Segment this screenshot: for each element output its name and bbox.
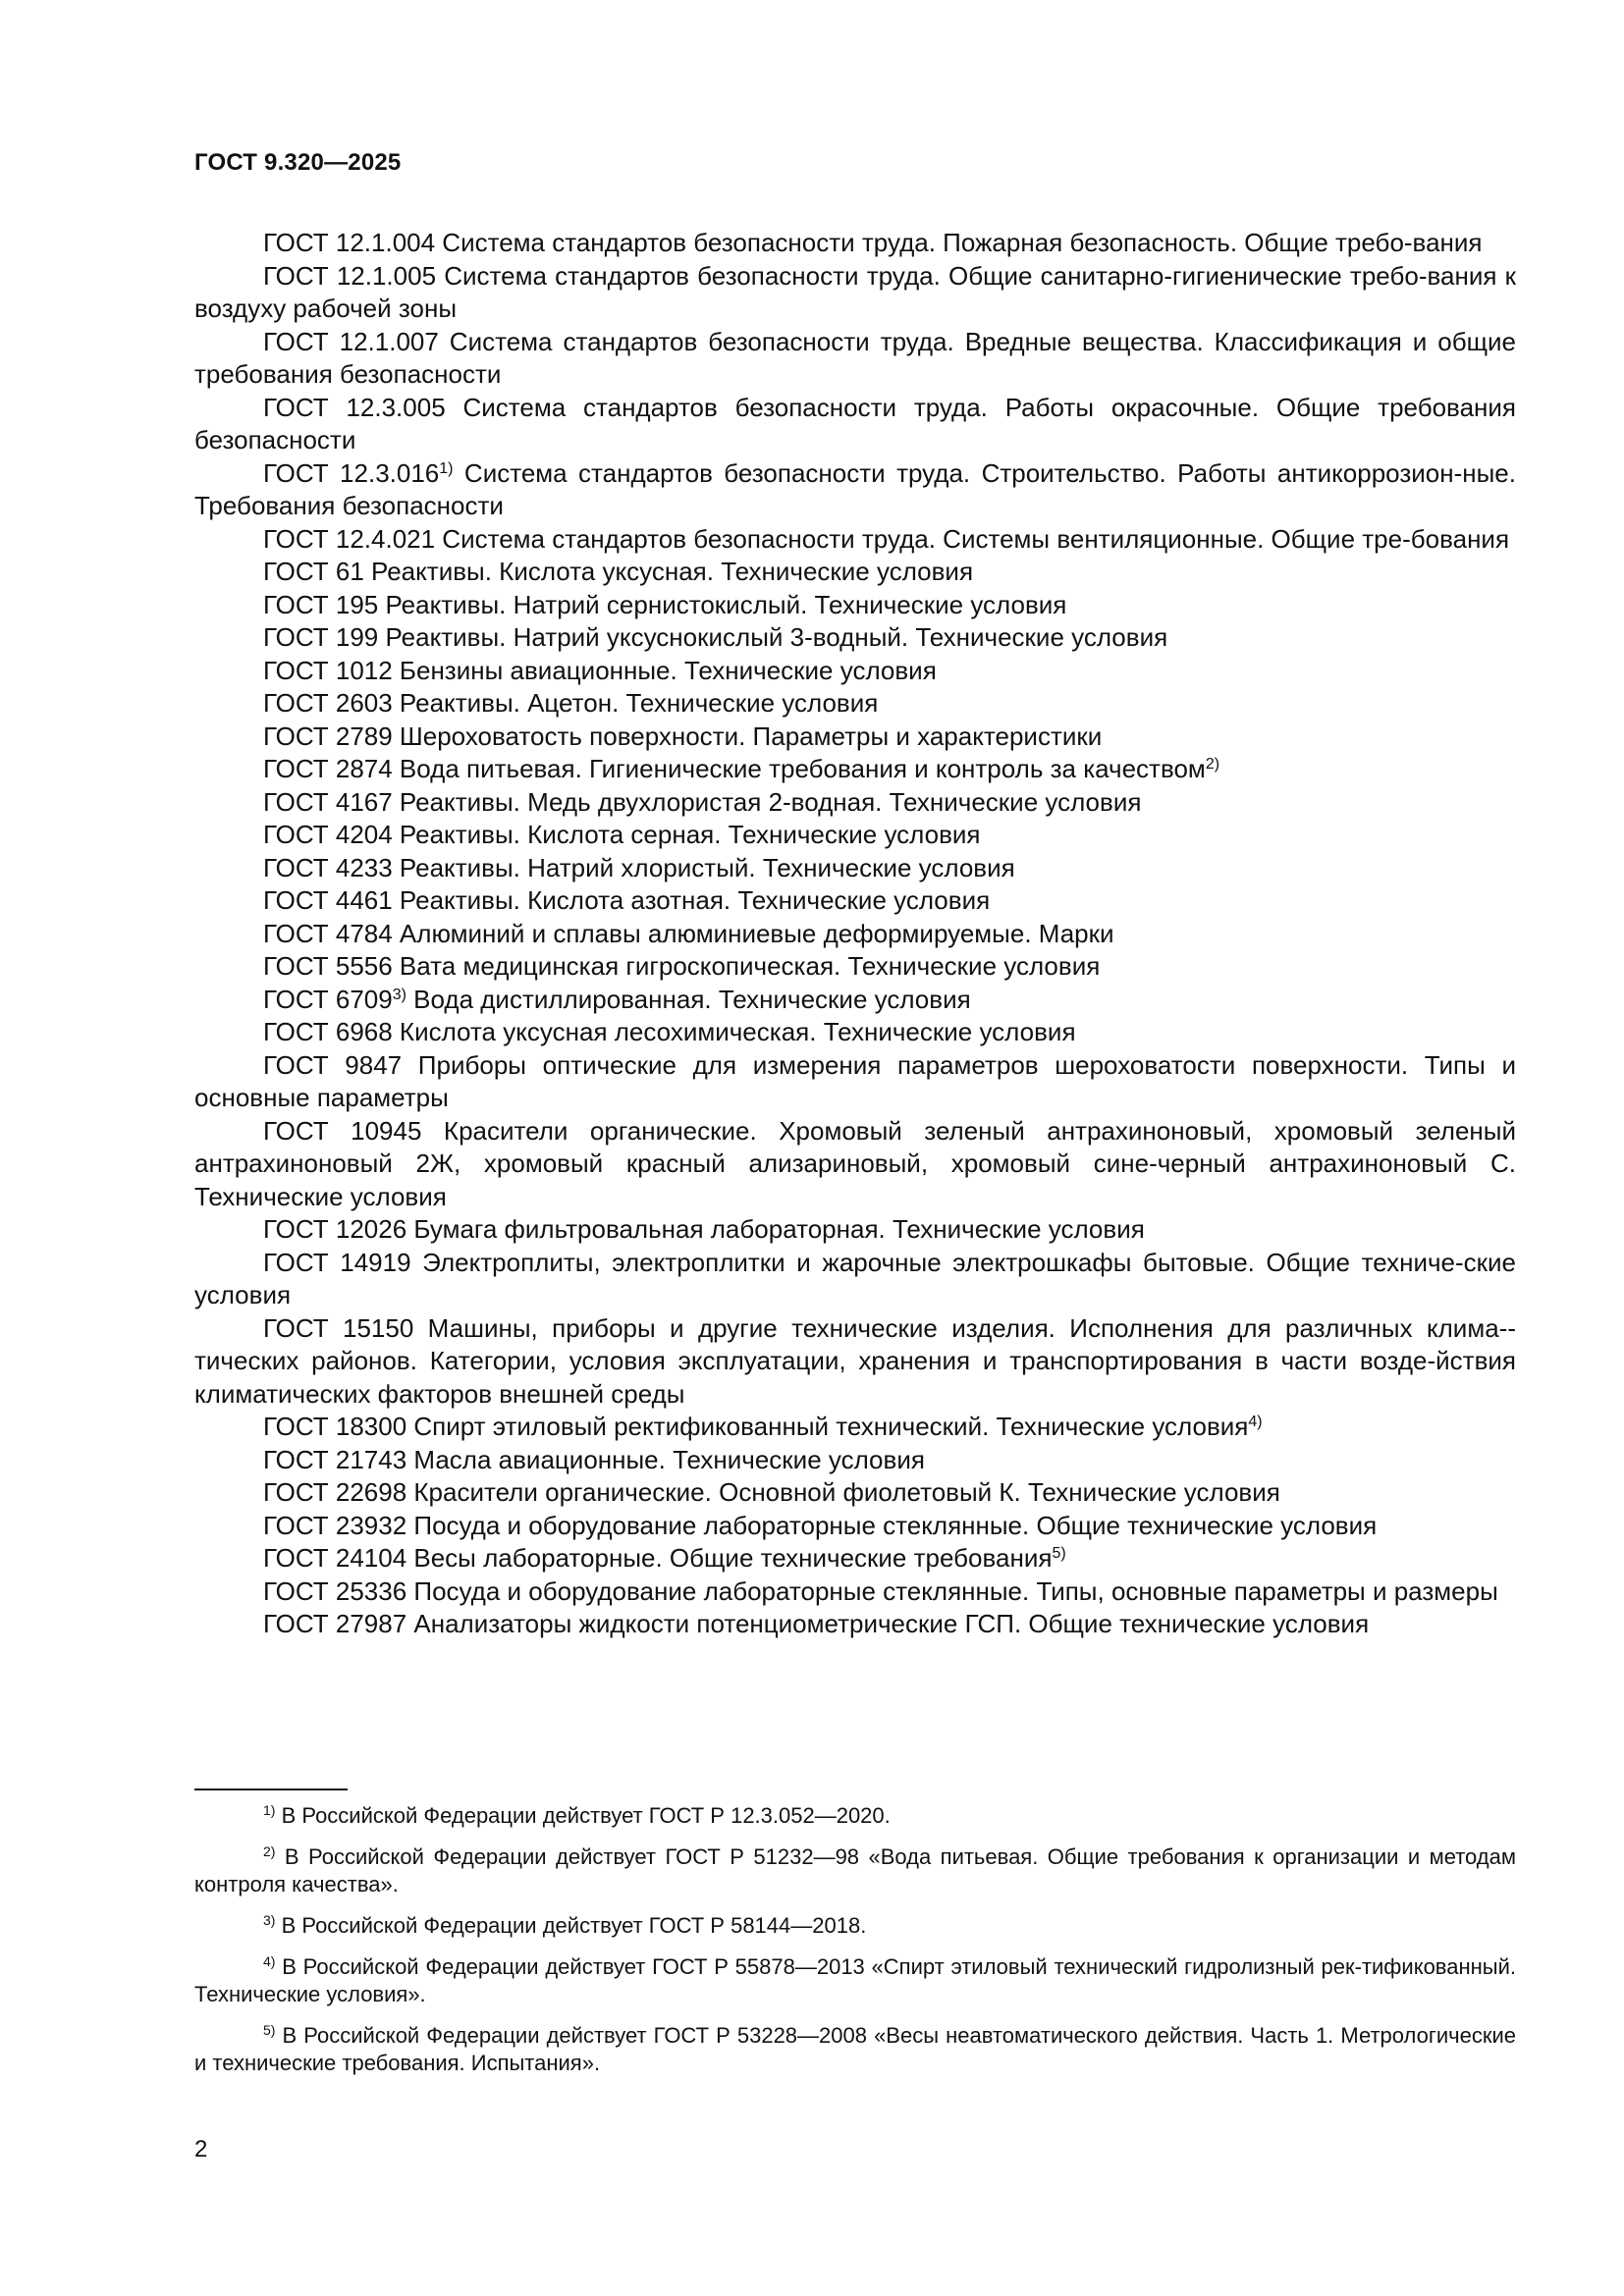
- reference-item: [194, 1411, 1516, 1444]
- reference-text: ГОСТ 4204 Реактивы. Кислота серная. Технические условия: [263, 820, 981, 849]
- reference-text: ГОСТ 12.1.007 Система стандартов безопасности труда. Вредные вещества. Классификация и общие требования безопасности: [194, 326, 1516, 389]
- reference-text: ГОСТ 12.3.005 Система стандартов безопасности труда. Работы окрасочные. Общие требования безопасности: [194, 392, 1516, 454]
- reference-text: ГОСТ 199 Реактивы. Натрий уксуснокислый 3-водный. Технические условия: [263, 622, 1168, 652]
- reference-item: [194, 260, 1516, 326]
- reference-text: ГОСТ 9847 Приборы оптические для измерения параметров шероховатости поверхности. Типы и основные параметры: [194, 1049, 1516, 1112]
- reference-item: [194, 1510, 1516, 1543]
- reference-text: ГОСТ 1012 Бензины авиационные. Технические условия: [263, 655, 937, 685]
- reference-text: ГОСТ 12.1.005 Система стандартов безопасности труда. Общие санитарно-гигиенические требо-вания к воздуху рабочей зоны: [194, 260, 1516, 323]
- reference-item: [194, 1608, 1516, 1641]
- reference-text: ГОСТ 6968 Кислота уксусная лесохимическая. Технические условия: [263, 1017, 1076, 1046]
- reference-item: [194, 819, 1516, 852]
- footnote-mark: 1): [263, 1802, 276, 1818]
- reference-item: [194, 687, 1516, 721]
- reference-text: ГОСТ 21743 Масла авиационные. Технические условия: [263, 1444, 925, 1474]
- footnote-item: [194, 1953, 1516, 2008]
- normative-references-list: [194, 227, 1516, 1641]
- reference-text: ГОСТ 2603 Реактивы. Ацетон. Технические условия: [263, 688, 879, 718]
- reference-item: [194, 1312, 1516, 1412]
- reference-text: ГОСТ 5556 Вата медицинская гигроскопическая. Технические условия: [263, 951, 1101, 981]
- footnote-marker: 1): [439, 459, 454, 477]
- reference-text: ГОСТ 12.3.016: [263, 457, 440, 488]
- footnote-marker: 3): [392, 986, 406, 1003]
- footnote-item: [194, 1843, 1516, 1898]
- footnote-mark: 5): [263, 2022, 276, 2038]
- reference-item: [194, 984, 1516, 1017]
- reference-text-tail: Вода дистиллированная. Технические условия: [406, 984, 971, 1014]
- reference-text: ГОСТ 2789 Шероховатость поверхности. Параметры и характеристики: [263, 721, 1103, 751]
- reference-item: [194, 326, 1516, 392]
- reference-text: ГОСТ 14919 Электроплиты, электроплитки и жарочные электрошкафы бытовые. Общие техниче-ские условия: [194, 1247, 1516, 1309]
- reference-item: [194, 786, 1516, 820]
- page-header: ГОСТ 9.320—2025: [194, 149, 402, 176]
- footnote-item: [194, 1802, 1516, 1830]
- reference-text: ГОСТ 12026 Бумага фильтровальная лабораторная. Технические условия: [263, 1214, 1145, 1244]
- footnote-text: В Российской Федерации действует ГОСТ Р 51232—98 «Вода питьевая. Общие требования к организации и методам контроля качества».: [194, 1844, 1516, 1896]
- reference-text: ГОСТ 12.4.021 Система стандартов безопасности труда. Системы вентиляционные. Общие тре-бования: [263, 523, 1510, 554]
- footnotes-list: [194, 1802, 1516, 2091]
- reference-item: [194, 721, 1516, 754]
- reference-item: [194, 1115, 1516, 1214]
- reference-text: ГОСТ 22698 Красители органические. Основной фиолетовый К. Технические условия: [263, 1477, 1280, 1507]
- reference-item: [194, 1575, 1516, 1609]
- reference-item: [194, 1247, 1516, 1312]
- reference-item: [194, 1476, 1516, 1510]
- reference-text-tail: Система стандартов безопасности труда. Строительство. Работы антикоррозион-ные. Требования безопасности: [194, 457, 1516, 520]
- reference-text: ГОСТ 4461 Реактивы. Кислота азотная. Технические условия: [263, 885, 991, 915]
- reference-item: [194, 1213, 1516, 1247]
- reference-text: ГОСТ 10945 Красители органические. Хромовый зеленый антрахиноновый, хромовый зеленый антрахиноновый 2Ж, хромовый красный ализариновый, хромовый сине-черный антрахиноновый С. Технические условия: [194, 1115, 1516, 1211]
- footnote-text: В Российской Федерации действует ГОСТ Р 55878—2013 «Спирт этиловый технический гидролизный рек-тификованный. Технические условия».: [194, 1954, 1516, 2006]
- reference-item: [194, 227, 1516, 260]
- reference-text: ГОСТ 23932 Посуда и оборудование лабораторные стеклянные. Общие технические условия: [263, 1510, 1378, 1540]
- reference-item: [194, 950, 1516, 984]
- reference-text: ГОСТ 195 Реактивы. Натрий сернистокислый. Технические условия: [263, 589, 1067, 619]
- reference-item: [194, 457, 1516, 523]
- reference-item: [194, 1016, 1516, 1049]
- reference-item: [194, 918, 1516, 951]
- footnote-text: В Российской Федерации действует ГОСТ Р 58144—2018.: [281, 1913, 867, 1938]
- footnote-marker: 4): [1248, 1414, 1263, 1430]
- footnote-item: [194, 2022, 1516, 2077]
- reference-text: ГОСТ 12.1.004 Система стандартов безопасности труда. Пожарная безопасность. Общие требо-вания: [263, 228, 1483, 257]
- page-number: 2: [194, 2136, 208, 2163]
- footnote-marker: 2): [1205, 756, 1220, 773]
- reference-item: [194, 523, 1516, 557]
- reference-text: ГОСТ 4233 Реактивы. Натрий хлористый. Технические условия: [263, 852, 1015, 882]
- footnote-mark: 2): [263, 1843, 276, 1859]
- reference-text: ГОСТ 27987 Анализаторы жидкости потенциометрические ГСП. Общие технические условия: [263, 1609, 1370, 1638]
- reference-text: ГОСТ 15150 Машины, приборы и другие технические изделия. Исполнения для различных клима-тических районов. Категории, условия эксплуатации, хранения и транспортирования в части возде-йствия климатических факторов внешней среды: [194, 1312, 1516, 1409]
- reference-item: [194, 556, 1516, 589]
- footnote-marker: 5): [1052, 1545, 1066, 1562]
- reference-item: [194, 884, 1516, 918]
- reference-item: [194, 392, 1516, 457]
- footnote-text: В Российской Федерации действует ГОСТ Р 53228—2008 «Весы неавтоматического действия. Часть 1. Метрологические и технические требования. Испытания».: [194, 2023, 1516, 2075]
- reference-text: ГОСТ 4784 Алюминий и сплавы алюминиевые деформируемые. Марки: [263, 918, 1114, 948]
- footnote-mark: 4): [263, 1953, 276, 1969]
- footnote-mark: 3): [263, 1912, 276, 1928]
- reference-item: [194, 1049, 1516, 1115]
- footnote-separator: [194, 1789, 348, 1790]
- reference-item: [194, 1542, 1516, 1575]
- reference-item: [194, 621, 1516, 655]
- reference-item: [194, 589, 1516, 622]
- reference-text: ГОСТ 4167 Реактивы. Медь двухлористая 2-водная. Технические условия: [263, 786, 1142, 817]
- reference-item: [194, 753, 1516, 786]
- reference-text: ГОСТ 18300 Спирт этиловый ректификованный технический. Технические условия: [263, 1412, 1249, 1441]
- reference-item: [194, 1444, 1516, 1477]
- reference-text: ГОСТ 24104 Весы лабораторные. Общие технические требования: [263, 1543, 1053, 1573]
- reference-text: ГОСТ 6709: [263, 984, 393, 1014]
- reference-text: ГОСТ 61 Реактивы. Кислота уксусная. Технические условия: [263, 557, 974, 586]
- reference-text: ГОСТ 2874 Вода питьевая. Гигиенические требования и контроль за качеством: [263, 754, 1206, 783]
- footnote-text: В Российской Федерации действует ГОСТ Р 12.3.052—2020.: [281, 1803, 891, 1828]
- reference-item: [194, 655, 1516, 688]
- footnote-item: [194, 1912, 1516, 1940]
- reference-text: ГОСТ 25336 Посуда и оборудование лабораторные стеклянные. Типы, основные параметры и размеры: [263, 1575, 1498, 1606]
- reference-item: [194, 852, 1516, 885]
